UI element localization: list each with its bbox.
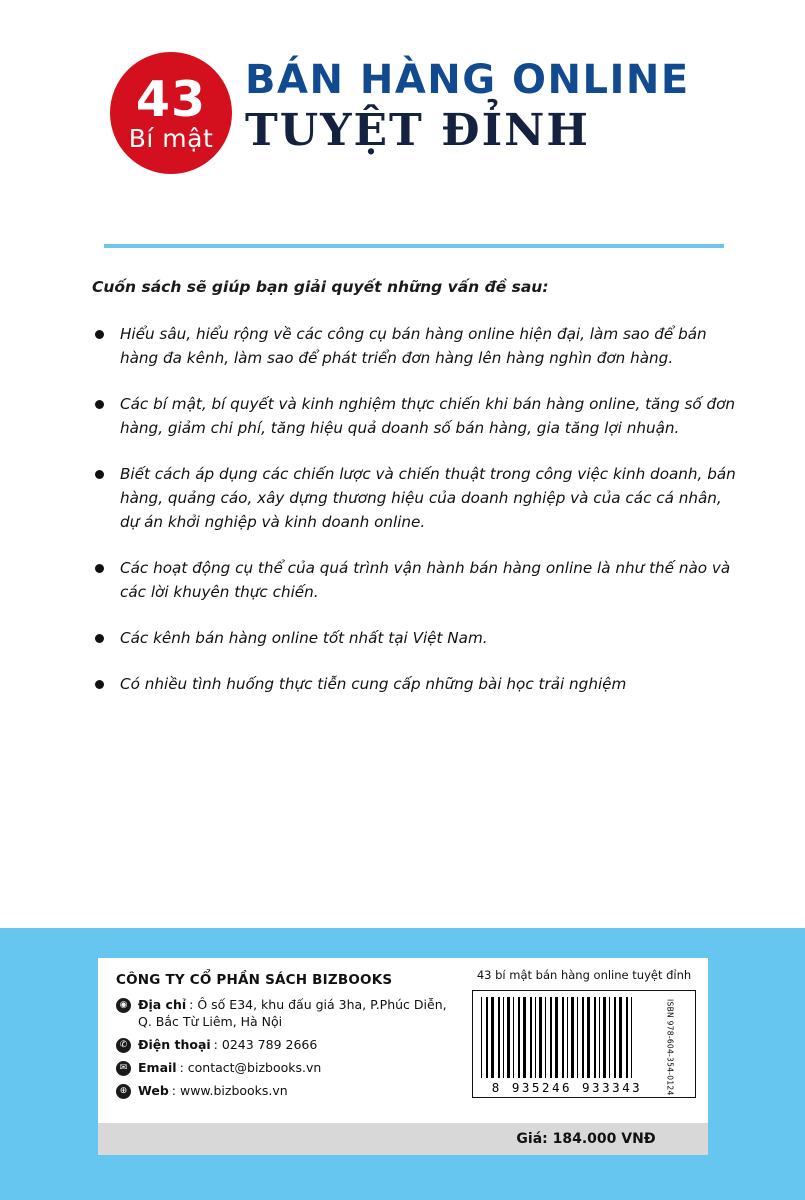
isbn-side xyxy=(653,997,687,1095)
company-name: CÔNG TY CỔ PHẦN SÁCH BIZBOOKS xyxy=(116,972,393,988)
header-divider xyxy=(104,244,724,248)
contact-phone-label: Điện thoại xyxy=(138,1036,211,1052)
footer-band xyxy=(0,928,805,1200)
location-pin-icon: ◉ xyxy=(116,998,131,1013)
price-text: Giá: 184.000 VNĐ xyxy=(516,1131,656,1148)
intro-text: Cuốn sách sẽ giúp bạn giải quyết những vấn đề sau: xyxy=(92,278,549,296)
contact-email-text xyxy=(138,1060,460,1077)
contact-email-value[interactable]: contact@bizbooks.vn xyxy=(187,1059,322,1075)
contact-phone-text xyxy=(138,1037,460,1054)
secrets-count-badge xyxy=(110,52,232,174)
globe-icon: ⊕ xyxy=(116,1084,131,1099)
contact-email-sep: : xyxy=(179,1059,184,1075)
email-icon: ✉ xyxy=(116,1061,131,1076)
contact-address xyxy=(116,997,460,1031)
barcode-box xyxy=(472,990,696,1098)
cover-header xyxy=(110,52,710,187)
badge-label: Bí mật xyxy=(128,124,214,153)
contact-email[interactable] xyxy=(116,1060,460,1077)
price-bar xyxy=(98,1123,708,1155)
company-info xyxy=(98,968,468,1115)
contact-address-label: Địa chỉ xyxy=(138,997,187,1012)
contact-web-text xyxy=(138,1083,460,1100)
list-item: Hiểu sâu, hiểu rộng về các công cụ bán hàng online hiện đại, làm sao để bán hàng đa kênh, làm sao để phát triển đơn hàng lên hàng nghìn đơn hàng. xyxy=(92,322,742,370)
book-subtitle: 43 bí mật bán hàng online tuyệt đỉnh xyxy=(476,968,692,982)
list-item: Có nhiều tình huống thực tiễn cung cấp những bài học trải nghiệm xyxy=(92,672,742,696)
barcode-digits: 8 935246 933343 xyxy=(491,1080,643,1095)
title-block xyxy=(245,58,715,157)
list-item: Các kênh bán hàng online tốt nhất tại Việt Nam. xyxy=(92,626,742,650)
contact-phone-sep: : xyxy=(213,1036,218,1052)
contact-web-sep: : xyxy=(171,1082,176,1098)
footer-top-row xyxy=(98,958,708,1115)
contact-web-value[interactable]: www.bizbooks.vn xyxy=(179,1082,288,1098)
publisher-card xyxy=(98,958,708,1155)
contact-web[interactable] xyxy=(116,1083,460,1100)
benefits-list xyxy=(92,322,742,718)
isbn-vertical-text: ISBN 978-604-354-0124 xyxy=(665,999,675,1096)
book-title-line-2: TUYỆT ĐỈNH xyxy=(245,105,590,156)
barcode-main xyxy=(481,997,653,1095)
contact-phone xyxy=(116,1037,460,1054)
barcode-bars xyxy=(481,997,653,1078)
badge-number: 43 xyxy=(135,71,207,128)
book-title-line-1: BÁN HÀNG ONLINE xyxy=(245,57,690,103)
list-item: Biết cách áp dụng các chiến lược và chiến thuật trong công việc kinh doanh, bán hàng, quảng cáo, xây dựng thương hiệu của doanh nghiệp và của các cá nhân, dự án khởi nghiệp và kinh doanh online. xyxy=(92,462,742,534)
contact-phone-value: 0243 789 2666 xyxy=(221,1036,318,1052)
phone-icon: ✆ xyxy=(116,1038,131,1053)
barcode-section xyxy=(468,968,708,1098)
contact-address-text xyxy=(138,997,460,1031)
contact-address-sep: : xyxy=(189,997,194,1012)
contact-email-label: Email xyxy=(138,1059,177,1075)
list-item: Các bí mật, bí quyết và kinh nghiệm thực chiến khi bán hàng online, tăng số đơn hàng, giảm chi phí, tăng hiệu quả doanh số bán hàng, gia tăng lợi nhuận. xyxy=(92,392,742,440)
contact-address-value: Ô số E34, khu đấu giá 3ha, P.Phúc Diễn, Q. Bắc Từ Liêm, Hà Nội xyxy=(138,997,447,1029)
contact-web-label: Web xyxy=(138,1082,169,1098)
list-item: Các hoạt động cụ thể của quá trình vận hành bán hàng online là như thế nào và các lời khuyên thực chiến. xyxy=(92,556,742,604)
